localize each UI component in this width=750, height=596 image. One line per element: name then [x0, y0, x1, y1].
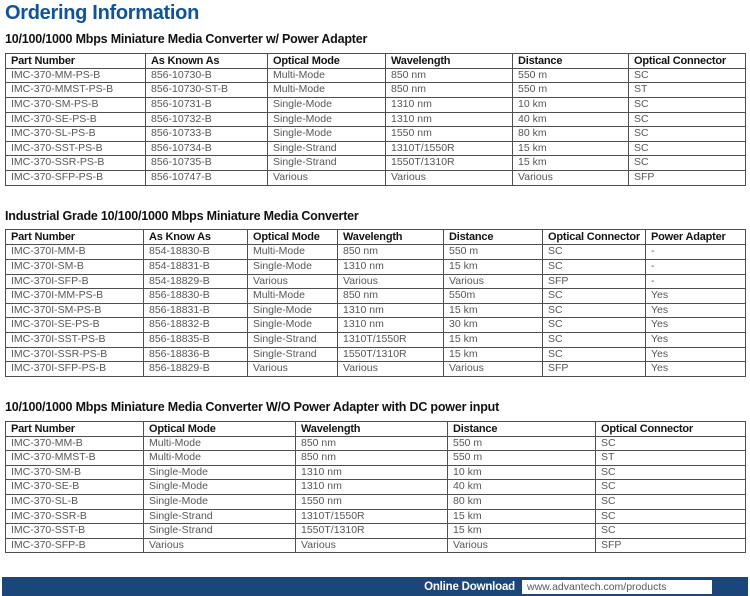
table-cell: SC [596, 524, 746, 539]
table-cell: SC [596, 480, 746, 495]
table-cell: 550 m [448, 451, 596, 466]
table-cell: 15 km [444, 333, 543, 348]
table-cell: Single-Mode [144, 495, 296, 510]
table-cell: 15 km [513, 156, 629, 171]
industrial-grade-converter-table [5, 229, 746, 376]
table-cell: SFP [629, 171, 746, 186]
table-cell: Various [513, 171, 629, 186]
table-cell: Single-Strand [248, 333, 338, 348]
table-cell: Single-Mode [268, 127, 386, 142]
table-cell: 850 nm [386, 68, 513, 83]
table-cell: 550 m [513, 83, 629, 98]
table-row [6, 68, 746, 83]
table-cell: Single-Mode [268, 112, 386, 127]
table-cell: Yes [646, 289, 746, 304]
table-cell: 550 m [448, 436, 596, 451]
column-header: Power Adapter [646, 230, 746, 245]
table-cell: 15 km [513, 141, 629, 156]
table-cell: IMC-370I-MM-B [6, 245, 144, 260]
section-heading: Industrial Grade 10/100/1000 Mbps Miniature Media Converter [5, 208, 359, 223]
table-cell: Multi-Mode [248, 289, 338, 304]
section-media-converter-power-adapter [5, 33, 745, 186]
table-cell: SC [543, 245, 646, 260]
column-header: Optical Connector [596, 421, 746, 436]
table-cell: IMC-370I-SM-PS-B [6, 303, 144, 318]
table-cell: 15 km [448, 509, 596, 524]
table-row [6, 318, 746, 333]
table-cell: SFP [543, 274, 646, 289]
section-converter-dc-power-input [5, 401, 745, 554]
table-cell: 15 km [444, 260, 543, 275]
table-cell: 1310 nm [386, 112, 513, 127]
table-cell: 30 km [444, 318, 543, 333]
table-cell: 1310 nm [386, 98, 513, 113]
table-cell: Multi-Mode [268, 83, 386, 98]
table-cell: Various [248, 274, 338, 289]
footer-bar [2, 577, 748, 596]
table-cell: IMC-370I-SSR-PS-B [6, 347, 144, 362]
table-cell: SC [596, 509, 746, 524]
table-cell: SC [543, 318, 646, 333]
table-cell: Single-Mode [144, 465, 296, 480]
table-cell: IMC-370I-SE-PS-B [6, 318, 144, 333]
table-cell: 1310T/1550R [296, 509, 448, 524]
table-row [6, 347, 746, 362]
table-cell: 1310 nm [338, 260, 444, 275]
table-cell: ST [629, 83, 746, 98]
table-row [6, 436, 746, 451]
table-cell: 1550T/1310R [296, 524, 448, 539]
table-cell: IMC-370-SST-PS-B [6, 141, 146, 156]
table-row [6, 260, 746, 275]
table-cell: 10 km [513, 98, 629, 113]
table-cell: 80 km [513, 127, 629, 142]
table-cell: Various [386, 171, 513, 186]
column-header: Optical Mode [268, 53, 386, 68]
table-row [6, 509, 746, 524]
column-header: Part Number [6, 53, 146, 68]
table-cell: 856-10730-B [146, 68, 268, 83]
table-header-row [6, 53, 746, 68]
table-cell: 1310 nm [296, 480, 448, 495]
table-cell: 856-10732-B [146, 112, 268, 127]
table-row [6, 465, 746, 480]
table-cell: IMC-370-SFP-PS-B [6, 171, 146, 186]
table-cell: Various [268, 171, 386, 186]
table-row [6, 538, 746, 553]
column-header: Optical Mode [248, 230, 338, 245]
table-cell: IMC-370-SST-B [6, 524, 144, 539]
table-row [6, 333, 746, 348]
table-cell: 550m [444, 289, 543, 304]
table-cell: Single-Mode [144, 480, 296, 495]
table-cell: SC [543, 333, 646, 348]
table-cell: Yes [646, 318, 746, 333]
column-header: Distance [448, 421, 596, 436]
table-cell: 856-18836-B [144, 347, 248, 362]
table-cell: IMC-370-SE-PS-B [6, 112, 146, 127]
table-row [6, 245, 746, 260]
column-header: Wavelength [386, 53, 513, 68]
online-download-label: Online Download [424, 580, 515, 593]
table-cell: Single-Mode [268, 98, 386, 113]
table-cell: IMC-370-MMST-PS-B [6, 83, 146, 98]
table-cell: 550 m [513, 68, 629, 83]
table-cell: 856-18829-B [144, 362, 248, 377]
table-cell: Single-Mode [248, 260, 338, 275]
table-row [6, 480, 746, 495]
column-header: Part Number [6, 421, 144, 436]
table-cell: 10 km [448, 465, 596, 480]
table-row [6, 495, 746, 510]
table-row [6, 112, 746, 127]
table-row [6, 171, 746, 186]
column-header: Optical Connector [543, 230, 646, 245]
table-cell: 850 nm [338, 289, 444, 304]
column-header: As Know As [144, 230, 248, 245]
table-cell: 856-10733-B [146, 127, 268, 142]
table-cell: IMC-370I-SST-PS-B [6, 333, 144, 348]
table-cell: 856-10730-ST-B [146, 83, 268, 98]
section-heading: 10/100/1000 Mbps Miniature Media Converter W/O Power Adapter with DC power input [5, 399, 500, 414]
table-cell: IMC-370-SFP-B [6, 538, 144, 553]
table-row [6, 98, 746, 113]
table-cell: Various [448, 538, 596, 553]
table-cell: SC [596, 465, 746, 480]
table-cell: 850 nm [296, 436, 448, 451]
table-cell: 856-10747-B [146, 171, 268, 186]
column-header: As Known As [146, 53, 268, 68]
table-cell: 856-18831-B [144, 303, 248, 318]
table-cell: SC [629, 98, 746, 113]
table-cell: IMC-370-SSR-PS-B [6, 156, 146, 171]
table-cell: 856-10731-B [146, 98, 268, 113]
table-cell: IMC-370I-MM-PS-B [6, 289, 144, 304]
table-cell: IMC-370I-SFP-PS-B [6, 362, 144, 377]
table-cell: Multi-Mode [144, 451, 296, 466]
table-row [6, 451, 746, 466]
table-cell: SC [596, 436, 746, 451]
table-cell: Various [338, 274, 444, 289]
table-cell: SC [629, 141, 746, 156]
table-cell: 856-10735-B [146, 156, 268, 171]
table-cell: 856-18830-B [144, 289, 248, 304]
table-cell: 850 nm [296, 451, 448, 466]
table-cell: Yes [646, 333, 746, 348]
table-cell: 40 km [448, 480, 596, 495]
table-cell: 1550 nm [296, 495, 448, 510]
table-cell: SC [543, 303, 646, 318]
table-cell: 1310 nm [338, 303, 444, 318]
converter-dc-power-input-table [5, 421, 746, 554]
table-cell: Various [296, 538, 448, 553]
table-cell: Single-Strand [248, 347, 338, 362]
table-cell: SC [543, 347, 646, 362]
table-cell: 856-10734-B [146, 141, 268, 156]
table-cell: - [646, 260, 746, 275]
table-cell: SC [629, 68, 746, 83]
table-cell: IMC-370-SL-B [6, 495, 144, 510]
table-cell: IMC-370-SSR-B [6, 509, 144, 524]
table-cell: 1550T/1310R [386, 156, 513, 171]
table-row [6, 524, 746, 539]
table-row [6, 141, 746, 156]
table-row [6, 156, 746, 171]
table-cell: Various [248, 362, 338, 377]
table-cell: 850 nm [386, 83, 513, 98]
table-cell: Various [444, 362, 543, 377]
column-header: Part Number [6, 230, 144, 245]
table-cell: 15 km [444, 347, 543, 362]
table-cell: Multi-Mode [268, 68, 386, 83]
table-row [6, 127, 746, 142]
table-row [6, 303, 746, 318]
table-cell: SFP [543, 362, 646, 377]
table-cell: 550 m [444, 245, 543, 260]
table-cell: SC [629, 112, 746, 127]
table-cell: 854-18829-B [144, 274, 248, 289]
table-cell: 1550T/1310R [338, 347, 444, 362]
table-cell: 856-18832-B [144, 318, 248, 333]
table-cell: SC [596, 495, 746, 510]
table-cell: IMC-370I-SM-B [6, 260, 144, 275]
table-cell: IMC-370-SE-B [6, 480, 144, 495]
table-cell: Single-Strand [268, 156, 386, 171]
table-cell: SC [629, 156, 746, 171]
table-cell: Yes [646, 362, 746, 377]
table-cell: 40 km [513, 112, 629, 127]
table-cell: Various [338, 362, 444, 377]
table-cell: Yes [646, 303, 746, 318]
table-cell: 854-18830-B [144, 245, 248, 260]
column-header: Distance [444, 230, 543, 245]
table-header-row [6, 230, 746, 245]
page-title: Ordering Information [5, 2, 200, 24]
table-cell: IMC-370-MM-PS-B [6, 68, 146, 83]
column-header: Distance [513, 53, 629, 68]
column-header: Optical Connector [629, 53, 746, 68]
section-industrial-grade-converter [5, 210, 745, 377]
table-row [6, 289, 746, 304]
table-cell: IMC-370I-SFP-B [6, 274, 144, 289]
table-cell: - [646, 245, 746, 260]
table-row [6, 274, 746, 289]
table-cell: 15 km [448, 524, 596, 539]
table-header-row [6, 421, 746, 436]
table-cell: IMC-370-MMST-B [6, 451, 144, 466]
table-cell: Various [444, 274, 543, 289]
table-cell: IMC-370-SL-PS-B [6, 127, 146, 142]
column-header: Wavelength [338, 230, 444, 245]
table-cell: 1310T/1550R [338, 333, 444, 348]
table-cell: 854-18831-B [144, 260, 248, 275]
table-cell: ST [596, 451, 746, 466]
section-heading: 10/100/1000 Mbps Miniature Media Converter w/ Power Adapter [5, 32, 368, 46]
table-row [6, 83, 746, 98]
table-cell: Yes [646, 347, 746, 362]
column-header: Optical Mode [144, 421, 296, 436]
table-cell: Multi-Mode [144, 436, 296, 451]
table-cell: Single-Strand [144, 524, 296, 539]
table-cell: IMC-370-MM-B [6, 436, 144, 451]
table-cell: 1310 nm [338, 318, 444, 333]
table-cell: Single-Strand [144, 509, 296, 524]
table-cell: - [646, 274, 746, 289]
table-cell: 1550 nm [386, 127, 513, 142]
table-cell: 80 km [448, 495, 596, 510]
table-cell: IMC-370-SM-PS-B [6, 98, 146, 113]
table-cell: SC [629, 127, 746, 142]
table-cell: SC [543, 289, 646, 304]
table-cell: 1310 nm [296, 465, 448, 480]
table-cell: Various [144, 538, 296, 553]
table-cell: SFP [596, 538, 746, 553]
table-cell: IMC-370-SM-B [6, 465, 144, 480]
table-cell: Single-Mode [248, 318, 338, 333]
online-download-url: www.advantech.com/products [522, 580, 712, 594]
column-header: Wavelength [296, 421, 448, 436]
table-cell: Single-Mode [248, 303, 338, 318]
table-cell: 1310T/1550R [386, 141, 513, 156]
table-row [6, 362, 746, 377]
table-cell: Multi-Mode [248, 245, 338, 260]
media-converter-power-adapter-table [5, 53, 746, 186]
table-cell: Single-Strand [268, 141, 386, 156]
table-cell: 850 nm [338, 245, 444, 260]
table-cell: SC [543, 260, 646, 275]
table-cell: 856-18835-B [144, 333, 248, 348]
table-cell: 15 km [444, 303, 543, 318]
